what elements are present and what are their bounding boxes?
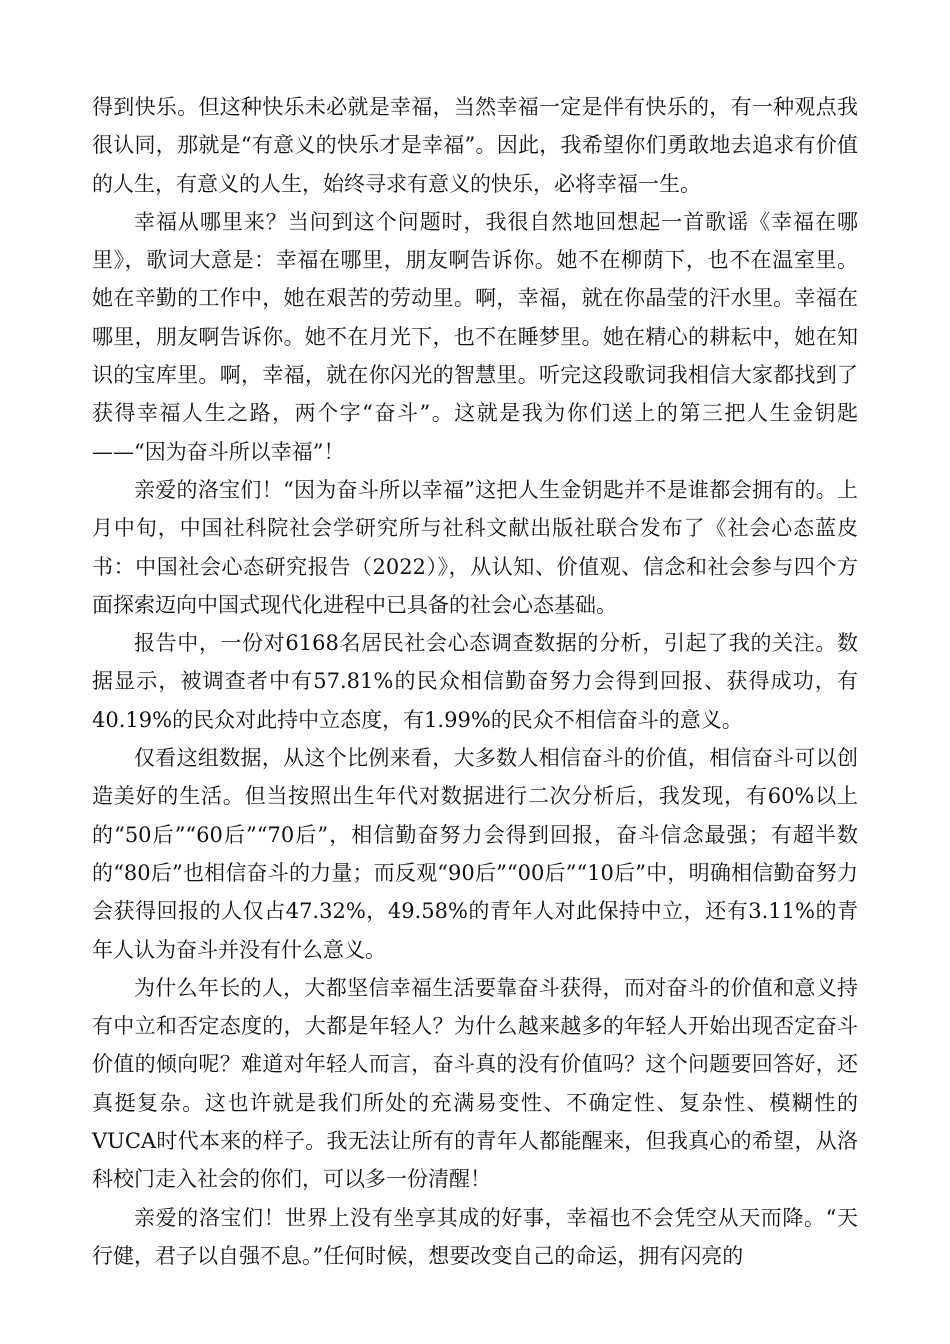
paragraph-1: 得到快乐。但这种快乐未必就是幸福，当然幸福一定是伴有快乐的，有一种观点我很认同，那就是“有意义的快乐才是幸福”。因此，我希望你们勇敢地去追求有价值的人生，有意义的人生，始终寻求有意义的快乐，必将幸福一生。: [92, 95, 858, 196]
paragraph-6: 为什么年长的人，大都坚信幸福生活要靠奋斗获得，而对奋斗的价值和意义持有中立和否定态度的，大都是年轻人？为什么越来越多的年轻人开始出现否定奋斗价值的倾向呢？难道对年轻人而言，奋斗真的没有价值吗？这个问题要回答好，还真挺复杂。这也许就是我们所处的充满易变性、不确定性、复杂性、模糊性的VUCA时代本来的样子。我无法让所有的青年人都能醒来，但我真心的希望，从洛科校门走入社会的你们，可以多一份清醒！: [92, 975, 858, 1192]
paragraph-5: 仅看这组数据，从这个比例来看，大多数人相信奋斗的价值，相信奋斗可以创造美好的生活。但当按照出生年代对数据进行二次分析后，我发现，有60%以上的“50后”“60后”“70后”，相信勤奋努力会得到回报，奋斗信念最强；有超半数的“80后”也相信奋斗的力量；而反观“90后”“00后”“10后”中，明确相信勤奋努力会获得回报的人仅占47.32%，49.58%的青年人对此保持中立，还有3.11%的青年人认为奋斗并没有什么意义。: [92, 746, 858, 962]
document-page: [92, 88, 858, 1275]
paragraph-4: 报告中，一份对6168名居民社会心态调查数据的分析，引起了我的关注。数据显示，被调查者中有57.81%的民众相信勤奋努力会得到回报、获得成功，有40.19%的民众对此持中立态度，有1.99%的民众不相信奋斗的意义。: [92, 631, 858, 732]
paragraph-2: 幸福从哪里来？当问到这个问题时，我很自然地回想起一首歌谣《幸福在哪里》，歌词大意是：幸福在哪里，朋友啊告诉你。她不在柳荫下，也不在温室里。她在辛勤的工作中，她在艰苦的劳动里。啊，幸福，就在你晶莹的汗水里。幸福在哪里，朋友啊告诉你。她不在月光下，也不在睡梦里。她在精心的耕耘中，她在知识的宝库里。啊，幸福，就在你闪光的智慧里。听完这段歌词我相信大家都找到了获得幸福人生之路，两个字“奋斗”。这就是我为你们送上的第三把人生金钥匙——“因为奋斗所以幸福”！: [92, 209, 858, 464]
paragraph-7: 亲爱的洛宝们！世界上没有坐享其成的好事，幸福也不会凭空从天而降。“天行健，君子以自强不息。”任何时候，想要改变自己的命运，拥有闪亮的: [92, 1205, 858, 1268]
paragraph-3: 亲爱的洛宝们！“因为奋斗所以幸福”这把人生金钥匙并不是谁都会拥有的。上月中旬，中国社科院社会学研究所与社科文献出版社联合发布了《社会心态蓝皮书：中国社会心态研究报告（2022）》，从认知、价值观、信念和社会参与四个方面探索迈向中国式现代化进程中已具备的社会心态基础。: [92, 477, 858, 617]
